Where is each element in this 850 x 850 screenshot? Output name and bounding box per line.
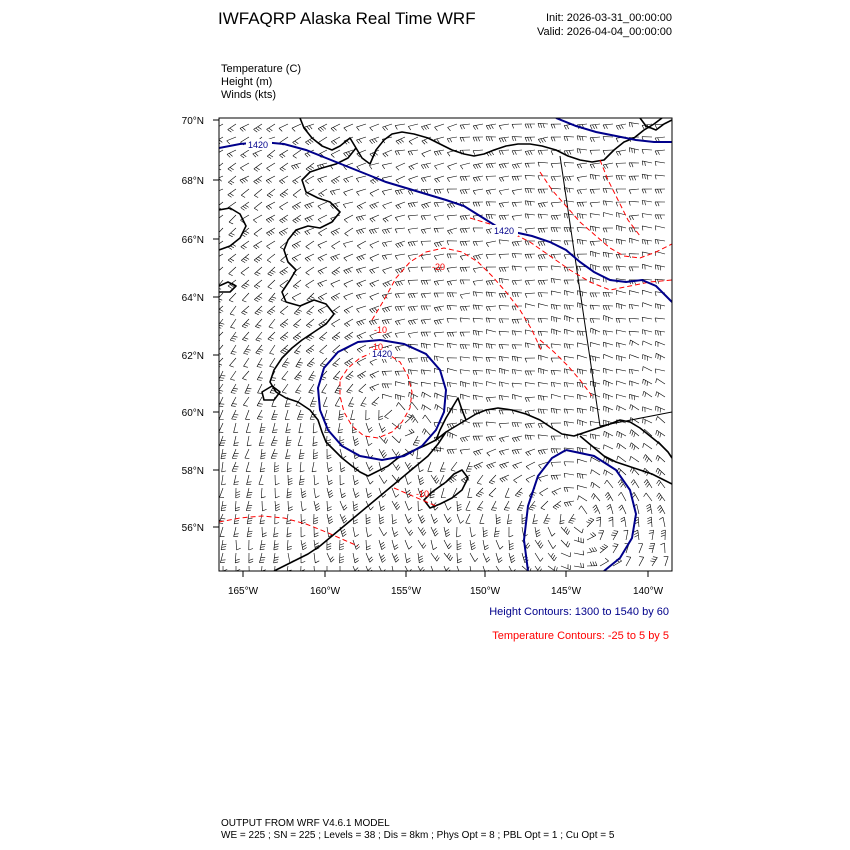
temperature-contour-label: -20	[432, 262, 446, 272]
lat-tick-label: 56°N	[181, 523, 204, 534]
height-contour-label: 1420	[248, 140, 269, 150]
latitude-axis	[182, 116, 219, 534]
footer-model: OUTPUT FROM WRF V4.6.1 MODEL	[221, 818, 390, 829]
lon-tick-label: 145°W	[550, 586, 582, 597]
field-temperature-label: Temperature (C)	[221, 63, 302, 75]
lat-tick-label: 68°N	[181, 176, 204, 187]
footer-settings: WE = 225 ; SN = 225 ; Levels = 38 ; Dis = 8km ; Phys Opt = 8 ; PBL Opt = 1 ; Cu Opt = 5	[221, 830, 615, 841]
longitude-axis	[228, 571, 664, 597]
lon-tick-label: 160°W	[309, 586, 341, 597]
temperature-contour-label: -10	[374, 325, 388, 335]
height-contour-legend: Height Contours: 1300 to 1540 by 60	[489, 606, 669, 618]
lat-tick-label: 64°N	[181, 293, 204, 304]
height-contour-label: 1420	[494, 226, 515, 236]
page-title: IWFAQRP Alaska Real Time WRF	[218, 9, 476, 28]
field-height-label: Height (m)	[221, 76, 273, 88]
lon-tick-label: 150°W	[469, 586, 501, 597]
lon-tick-label: 165°W	[227, 586, 259, 597]
lat-tick-label: 60°N	[181, 408, 204, 419]
lat-tick-label: 58°N	[181, 466, 204, 477]
lat-tick-label: 66°N	[181, 235, 204, 246]
lon-tick-label: 155°W	[390, 586, 422, 597]
field-winds-label: Winds (kts)	[221, 89, 276, 101]
temperature-contour-label: -10	[370, 342, 384, 352]
height-contour-label: 1420	[372, 349, 393, 359]
lon-tick-label: 140°W	[632, 586, 664, 597]
temperature-contour-legend: Temperature Contours: -25 to 5 by 5	[492, 630, 669, 642]
lat-tick-label: 70°N	[181, 116, 204, 127]
lat-tick-label: 62°N	[181, 351, 204, 362]
init-time: Init: 2026-03-31_00:00:00	[546, 12, 672, 24]
map-background	[219, 118, 672, 571]
temperature-contour-label: -10	[416, 489, 430, 499]
valid-time: Valid: 2026-04-04_00:00:00	[537, 26, 672, 38]
